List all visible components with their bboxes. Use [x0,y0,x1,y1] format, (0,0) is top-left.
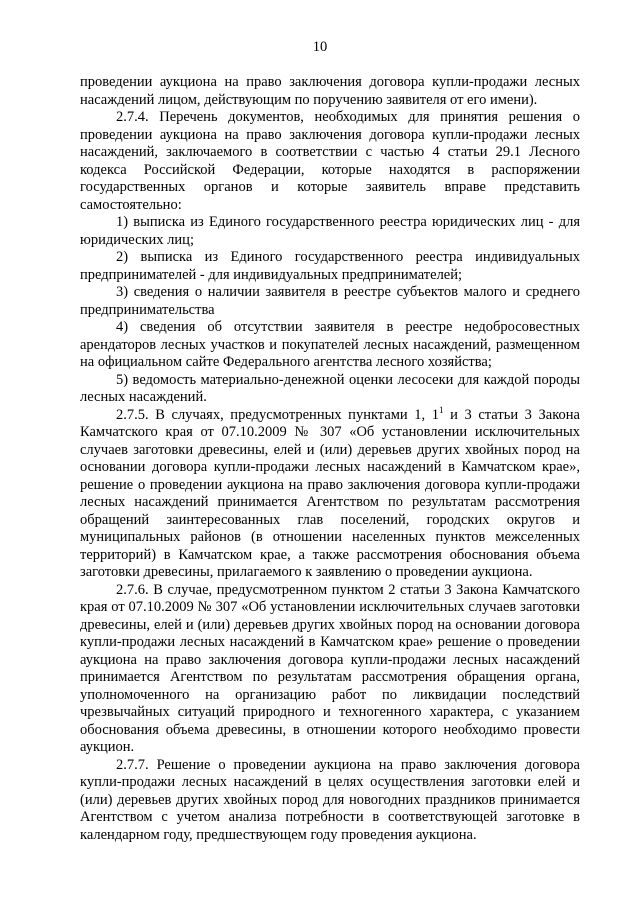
paragraph-2-7-5-rest: и 3 статьи 3 Закона Камчатского края от 07.10.2009 № 307 «Об установлении исключительных случаев заготовки древесины, елей и (или) деревьев других хвойных пород на основании договора купли-продажи лесных насаждений в Камчатском крае», решение о проведении аукциона на право заключения договора купли-продажи лесных насаждений принимается Агентством по результатам рассмотрения обращений заинтересованных глав поселений, городских округов и муниципальных районов (в отношении населенных пунктов межселенных территорий) в Камчатском крае, а также рассмотрения обоснования объема заготовки древесины, прилагаемого к заявлению о проведении аукциона. [80,406,580,580]
list-item-4: 4) сведения об отсутствии заявителя в реестре недобросовестных арендаторов лесных участков и покупателей лесных насаждений, размещенном на официальном сайте Федерального агентства лесного хозяйства; [80,319,580,370]
paragraph-2-7-5-start: 2.7.5. В случаях, предусмотренных пунктами 1, 1 [116,406,440,423]
list-item-2: 2) выписка из Единого государственного реестра индивидуальных предпринимателей - для индивидуальных предпринимателей; [80,249,580,283]
page-number: 10 [312,39,328,55]
superscript-one: 1 [439,404,444,415]
document-body [80,74,580,844]
list-item-1: 1) выписка из Единого государственного реестра юридических лиц - для юридических лиц; [80,214,580,248]
list-item-5: 5) ведомость материально-денежной оценки лесосеки для каждой породы лесных насаждений. [80,371,580,405]
list-item-3: 3) сведения о наличии заявителя в реестре субъектов малого и среднего предпринимательства [80,284,580,318]
paragraph-2-7-4: 2.7.4. Перечень документов, необходимых для принятия решения о проведении аукциона на право заключения договора купли-продажи лесных насаждений, заключаемого в соответствии с частью 4 статьи 29.1 Лесного кодекса Российской Федерации, которые находятся в распоряжении государственных органов и которые заявитель вправе представить самостоятельно: [80,109,580,213]
paragraph-2-7-5 [80,404,580,582]
paragraph-continuation: проведении аукциона на право заключения договора купли-продажи лесных насаждений лицом, действующим по поручению заявителя от его имени). [80,74,580,108]
paragraph-2-7-7: 2.7.7. Решение о проведении аукциона на право заключения договора купли-продажи лесных насаждений в целях осуществления заготовки елей и (или) деревьев других хвойных пород для новогодних праздников принимается Агентством с учетом анализа потребности в соответствующей заготовке в календарном году, предшествующем году проведения аукциона. [80,756,580,843]
paragraph-2-7-6: 2.7.6. В случае, предусмотренном пунктом 2 статьи 3 Закона Камчатского края от 07.10.2009 № 307 «Об установлении исключительных случаев заготовки древесины, елей и (или) деревьев других хвойных пород на основании договора купли-продажи лесных насаждений в Камчатском крае» решение о проведении аукциона на право заключения договора купли-продажи лесных насаждений принимается Агентством по результатам рассмотрения обращения органа, уполномоченного на организацию работ по ликвидации последствий чрезвычайных ситуаций природного и техногенного характера, с указанием обоснования объема древесины, в отношении которого необходимо провести аукцион. [80,581,580,755]
